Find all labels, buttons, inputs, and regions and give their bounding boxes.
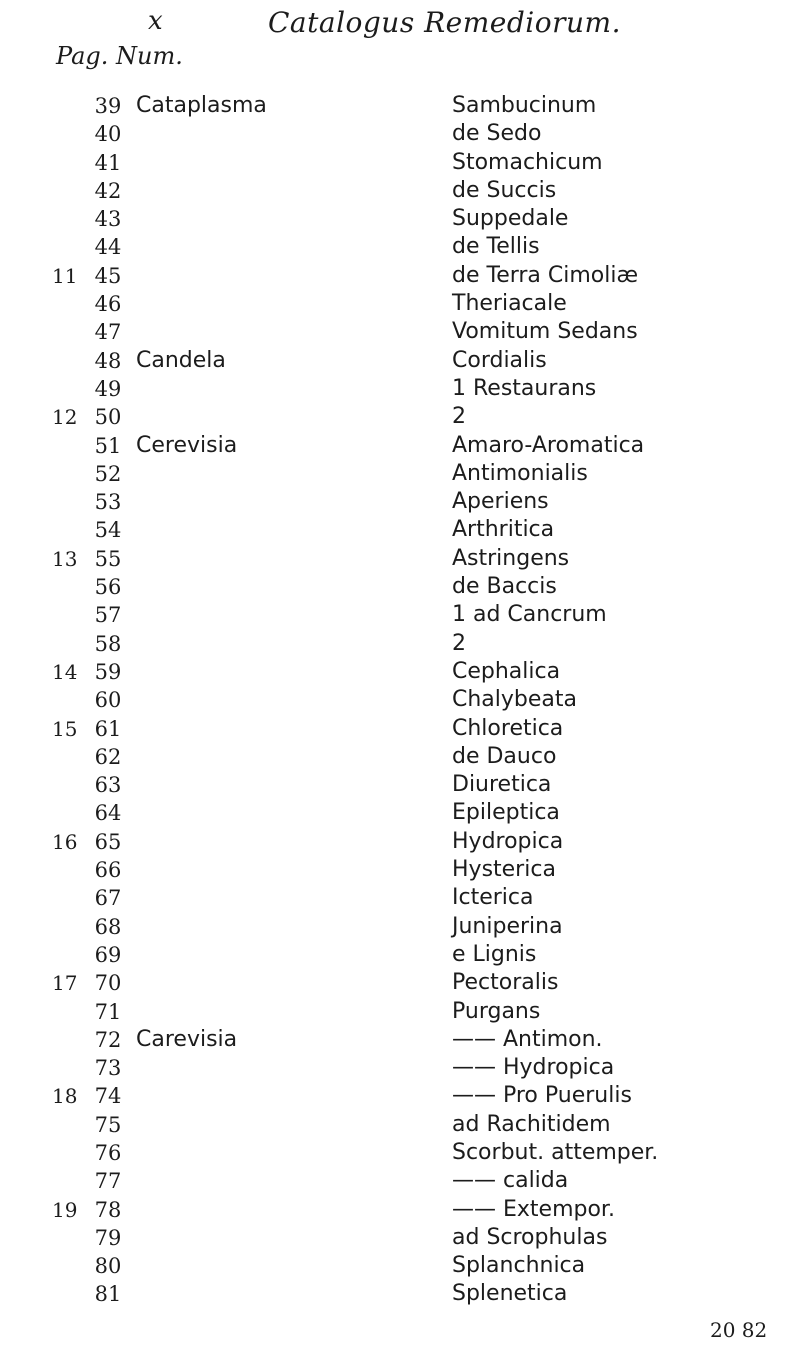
remedy-name: Astringens xyxy=(452,545,570,571)
remedy-name: Arthritica xyxy=(452,517,555,543)
list-item xyxy=(0,120,800,148)
list-item xyxy=(0,318,800,346)
entry-number: 63 xyxy=(94,773,122,798)
entry-number: 43 xyxy=(94,207,122,232)
entry-number: 79 xyxy=(94,1225,122,1250)
list-item xyxy=(0,233,800,261)
ingredient-heading: Cerevisia xyxy=(136,432,238,458)
entry-number: 67 xyxy=(94,886,122,911)
entry-number: 55 xyxy=(94,546,122,571)
list-item xyxy=(0,686,800,714)
entry-number: 70 xyxy=(94,971,122,996)
page-number: 15 xyxy=(52,716,78,741)
header-mark: x xyxy=(148,6,163,36)
remedy-name: e Lignis xyxy=(452,941,537,967)
entry-number: 71 xyxy=(94,999,122,1024)
page-number: 18 xyxy=(52,1084,78,1109)
remedy-name: Aperiens xyxy=(452,489,549,515)
remedy-name: de Tellis xyxy=(452,234,540,260)
remedy-name: Hysterica xyxy=(452,857,556,883)
remedy-name: de Succis xyxy=(452,177,557,203)
list-item xyxy=(0,375,800,403)
remedy-name: Sambucinum xyxy=(452,93,597,118)
remedy-name: de Sedo xyxy=(452,121,542,147)
entry-number: 64 xyxy=(94,801,122,826)
entry-number: 78 xyxy=(94,1197,122,1222)
list-item xyxy=(0,460,800,488)
list-item xyxy=(0,1082,800,1110)
remedy-name: Diuretica xyxy=(452,772,552,798)
remedy-name: Vomitum Sedans xyxy=(452,319,638,345)
page-number: 12 xyxy=(52,405,78,430)
entry-number: 74 xyxy=(94,1084,122,1109)
list-item xyxy=(0,1196,800,1224)
entry-number: 77 xyxy=(94,1169,122,1194)
ingredient-heading: Cataplasma xyxy=(136,93,267,118)
list-item xyxy=(0,149,800,177)
list-item xyxy=(0,403,800,431)
list-item xyxy=(0,1139,800,1167)
entry-number: 44 xyxy=(94,235,122,260)
entry-number: 81 xyxy=(94,1282,122,1307)
remedy-name: Scorbut. attemper. xyxy=(452,1139,659,1165)
list-item xyxy=(0,715,800,743)
entry-number: 45 xyxy=(94,263,122,288)
remedy-name: Amaro-Aromatica xyxy=(452,432,645,458)
list-item xyxy=(0,1252,800,1280)
remedy-name: de Dauco xyxy=(452,743,557,769)
remedy-name: Juniperina xyxy=(452,913,563,939)
list-item xyxy=(0,488,800,516)
entry-number: 49 xyxy=(94,376,122,401)
remedy-name: Purgans xyxy=(452,998,541,1024)
remedy-name: Epileptica xyxy=(452,800,560,826)
entry-number: 52 xyxy=(94,461,122,486)
list-item xyxy=(0,1167,800,1195)
entry-number: 57 xyxy=(94,603,122,628)
remedy-name: Splenetica xyxy=(452,1281,568,1307)
list-item xyxy=(0,1224,800,1252)
list-item xyxy=(0,573,800,601)
page-number: 14 xyxy=(52,659,78,684)
entry-number: 80 xyxy=(94,1254,122,1279)
page-number: 17 xyxy=(52,971,78,996)
list-item xyxy=(0,799,800,827)
list-item xyxy=(0,658,800,686)
page-number: 19 xyxy=(52,1197,78,1222)
page-number: 16 xyxy=(52,829,78,854)
list-item xyxy=(0,545,800,573)
remedy-name: Icterica xyxy=(452,885,534,911)
entry-number: 54 xyxy=(94,518,122,543)
remedy-name: —— Extempor. xyxy=(452,1196,615,1222)
list-item xyxy=(0,828,800,856)
remedy-name: Pectoralis xyxy=(452,970,559,996)
remedy-name: —— Pro Puerulis xyxy=(452,1083,632,1109)
entry-number: 72 xyxy=(94,1027,122,1052)
list-item xyxy=(0,856,800,884)
entry-number: 50 xyxy=(94,405,122,430)
entry-number: 51 xyxy=(94,433,122,458)
entry-number: 53 xyxy=(94,490,122,515)
remedy-name: —— Hydropica xyxy=(452,1055,615,1081)
entry-number: 39 xyxy=(94,94,122,118)
remedy-name: 1 Restaurans xyxy=(452,375,597,401)
remedy-name: ad Scrophulas xyxy=(452,1224,608,1250)
remedy-name: 1 ad Cancrum xyxy=(452,602,607,628)
entry-number: 48 xyxy=(94,348,122,373)
entry-number: 73 xyxy=(94,1056,122,1081)
list-item xyxy=(0,205,800,233)
list-item xyxy=(0,743,800,771)
entry-number: 59 xyxy=(94,659,122,684)
remedy-name: de Baccis xyxy=(452,574,557,600)
entry-number: 56 xyxy=(94,575,122,600)
list-item xyxy=(0,516,800,544)
list-item xyxy=(0,262,800,290)
page-number: 13 xyxy=(52,546,78,571)
remedy-name: ad Rachitidem xyxy=(452,1111,611,1137)
entry-number: 68 xyxy=(94,914,122,939)
remedy-name: Theriacale xyxy=(452,291,567,317)
remedy-name: —— Antimon. xyxy=(452,1026,603,1052)
page-number: 11 xyxy=(52,263,78,288)
entry-number: 47 xyxy=(94,320,122,345)
entry-number: 46 xyxy=(94,292,122,317)
list-item xyxy=(0,884,800,912)
remedy-name: Stomachicum xyxy=(452,149,603,175)
entry-number: 61 xyxy=(94,716,122,741)
remedy-name: Antimonialis xyxy=(452,460,588,486)
entry-number: 62 xyxy=(94,744,122,769)
entry-number: 58 xyxy=(94,631,122,656)
list-item xyxy=(0,432,800,460)
catalogue-list xyxy=(0,92,800,1309)
remedy-name: Cephalica xyxy=(452,658,561,684)
entry-number: 76 xyxy=(94,1140,122,1165)
remedy-name: Hydropica xyxy=(452,828,564,854)
list-item xyxy=(0,1280,800,1308)
ingredient-heading: Carevisia xyxy=(136,1026,238,1052)
entry-number: 66 xyxy=(94,858,122,883)
catchword: 20 82 xyxy=(710,1318,768,1342)
list-item xyxy=(0,177,800,205)
remedy-name: Splanchnica xyxy=(452,1253,586,1279)
list-item xyxy=(0,969,800,997)
entry-number: 40 xyxy=(94,122,122,147)
column-heading: Pag. Num. xyxy=(56,42,183,70)
list-item xyxy=(0,1026,800,1054)
remedy-name: Suppedale xyxy=(452,206,569,232)
running-title: Catalogus Remediorum. xyxy=(268,6,621,39)
remedy-name: 2 xyxy=(452,630,466,656)
remedy-name: Chalybeata xyxy=(452,687,578,713)
entry-number: 75 xyxy=(94,1112,122,1137)
list-item xyxy=(0,1054,800,1082)
ingredient-heading: Candela xyxy=(136,347,226,373)
entry-number: 42 xyxy=(94,178,122,203)
list-item xyxy=(0,998,800,1026)
entry-number: 69 xyxy=(94,942,122,967)
entry-number: 41 xyxy=(94,150,122,175)
list-item xyxy=(0,941,800,969)
remedy-name: Cordialis xyxy=(452,347,547,373)
list-item xyxy=(0,1111,800,1139)
remedy-name: 2 xyxy=(452,404,466,430)
remedy-name: Chloretica xyxy=(452,715,564,741)
list-item xyxy=(0,92,800,120)
list-item xyxy=(0,771,800,799)
remedy-name: de Terra Cimoliæ xyxy=(452,262,639,288)
entry-number: 65 xyxy=(94,829,122,854)
list-item xyxy=(0,630,800,658)
list-item xyxy=(0,601,800,629)
list-item xyxy=(0,347,800,375)
list-item xyxy=(0,913,800,941)
remedy-name: —— calida xyxy=(452,1168,569,1194)
list-item xyxy=(0,290,800,318)
entry-number: 60 xyxy=(94,688,122,713)
